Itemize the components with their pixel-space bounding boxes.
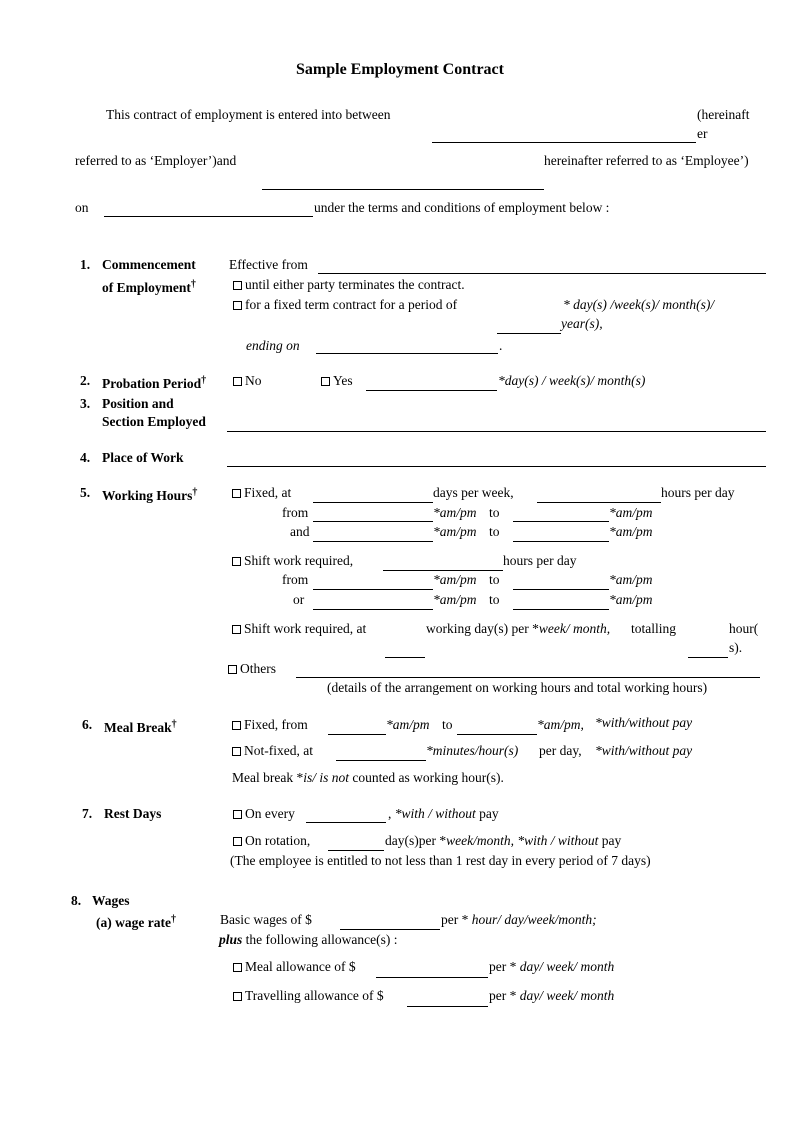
checkbox[interactable] xyxy=(233,281,242,290)
rest-pay-text: , *with / without pay xyxy=(388,806,499,821)
shift-to-field[interactable] xyxy=(513,589,609,590)
section-1-label-a: Commencement xyxy=(102,257,196,272)
days-per-week-field[interactable] xyxy=(313,502,433,503)
section-7-number: 7. xyxy=(82,806,93,821)
section-2-number: 2. xyxy=(80,373,91,388)
basic-wages-field[interactable] xyxy=(340,929,440,930)
period-units-a: * day(s) /week(s)/ month(s)/ xyxy=(563,297,715,312)
checkbox[interactable] xyxy=(321,377,330,386)
employee-name-field[interactable] xyxy=(262,189,544,190)
fixed-to-2-field[interactable] xyxy=(513,541,609,542)
travel-allowance-per: per * day/ week/ month xyxy=(489,988,615,1003)
hereinafter-text-b: er xyxy=(697,126,708,141)
checkbox[interactable] xyxy=(232,747,241,756)
intro-line-2-left: referred to as ‘Employer’)and xyxy=(75,153,237,168)
checkbox[interactable] xyxy=(233,837,242,846)
to-label: to xyxy=(489,524,500,539)
section-3-number: 3. xyxy=(80,396,91,411)
checkbox[interactable] xyxy=(233,992,242,1001)
ampm-label: *am/pm xyxy=(386,717,430,732)
ampm-label: *am/pm xyxy=(433,592,477,607)
minutes-label: *minutes/hour(s) xyxy=(426,743,519,758)
ending-on-label: ending on xyxy=(246,338,300,353)
period-units-b: year(s), xyxy=(561,316,603,331)
section-8-label: Wages xyxy=(92,893,130,908)
checkbox[interactable] xyxy=(233,301,242,310)
dagger-mark: † xyxy=(170,914,176,925)
with-without-pay: *with/without pay xyxy=(595,715,693,730)
ending-dot: . xyxy=(499,338,503,353)
section-4-label: Place of Work xyxy=(102,450,184,465)
to-label: to xyxy=(489,572,500,587)
probation-units: *day(s) / week(s)/ month(s) xyxy=(498,373,646,388)
contract-date-field[interactable] xyxy=(104,216,313,217)
ampm-label: *am/pm, xyxy=(537,717,584,732)
intro-line-2-right: hereinafter referred to as ‘Employee’) xyxy=(544,153,749,168)
with-without-pay: *with/without pay xyxy=(595,743,693,758)
position-field[interactable] xyxy=(227,431,766,432)
intro-line-3: under the terms and conditions of employment below : xyxy=(314,200,610,215)
section-7-label: Rest Days xyxy=(104,806,162,821)
others-details-note: (details of the arrangement on working hours and total working hours) xyxy=(327,680,708,695)
ampm-label: *am/pm xyxy=(609,592,653,607)
from-label: from xyxy=(282,572,309,587)
checkbox[interactable] xyxy=(228,665,237,674)
meal-fixed-option[interactable]: Fixed, from xyxy=(232,717,308,733)
hour-label-b: s). xyxy=(729,640,743,655)
checkbox[interactable] xyxy=(232,489,241,498)
ampm-label: *am/pm xyxy=(433,524,477,539)
shift-to-2-field[interactable] xyxy=(513,609,609,610)
to-label: to xyxy=(489,592,500,607)
probation-no-option[interactable]: No xyxy=(233,373,262,389)
travel-allowance-field[interactable] xyxy=(407,1006,488,1007)
hereinafter-text-a: (hereinaft xyxy=(697,107,750,122)
effective-from-label: Effective from xyxy=(229,257,308,272)
section-2-label: Probation Period† xyxy=(102,375,207,391)
section-5-number: 5. xyxy=(80,485,91,500)
meal-allowance-option[interactable]: Meal allowance of $ xyxy=(233,959,356,975)
section-1-number: 1. xyxy=(80,257,91,272)
rest-rotation-option[interactable]: On rotation, xyxy=(233,833,310,849)
meal-allowance-field[interactable] xyxy=(376,977,488,978)
employer-name-field[interactable] xyxy=(432,142,696,143)
place-of-work-field[interactable] xyxy=(227,466,766,467)
hour-label-a: hour( xyxy=(729,621,759,636)
meal-to-field[interactable] xyxy=(457,734,537,735)
fixed-hours-option[interactable]: Fixed, at xyxy=(232,485,291,501)
rest-every-option[interactable]: On every xyxy=(233,806,295,822)
section-5-label: Working Hours† xyxy=(102,487,198,503)
section-3-label-b: Section Employed xyxy=(102,414,206,429)
rest-every-field[interactable] xyxy=(306,822,386,823)
checkbox[interactable] xyxy=(232,557,241,566)
to-label: to xyxy=(489,505,500,520)
intro-on: on xyxy=(75,200,89,215)
shift-from-field[interactable] xyxy=(313,589,433,590)
dagger-mark: † xyxy=(192,487,198,498)
checkbox[interactable] xyxy=(232,721,241,730)
per-label: per * hour/ day/week/month; xyxy=(441,912,597,927)
dagger-mark: † xyxy=(171,719,177,730)
section-6-label: Meal Break† xyxy=(104,719,177,735)
shift-from-2-field[interactable] xyxy=(313,609,433,610)
meal-counted-text: Meal break *is/ is not counted as working hour(s). xyxy=(232,770,504,785)
travel-allowance-option[interactable]: Travelling allowance of $ xyxy=(233,988,384,1004)
rest-days-note: (The employee is entitled to not less than 1 rest day in every period of 7 days) xyxy=(230,853,651,868)
fixed-from-2-field[interactable] xyxy=(313,541,433,542)
intro-line-1: This contract of employment is entered into between xyxy=(106,107,391,122)
shift-hours-field[interactable] xyxy=(383,570,503,571)
meal-notfixed-option[interactable]: Not-fixed, at xyxy=(232,743,313,759)
meal-from-field[interactable] xyxy=(328,734,386,735)
wage-rate-label: (a) wage rate† xyxy=(96,914,176,930)
meal-minutes-field[interactable] xyxy=(336,760,426,761)
ampm-label: *am/pm xyxy=(609,524,653,539)
option-fixed-term[interactable]: for a fixed term contract for a period of xyxy=(233,297,457,313)
ampm-label: *am/pm xyxy=(609,505,653,520)
effective-from-field[interactable] xyxy=(318,273,766,274)
rest-rotation-field[interactable] xyxy=(328,850,384,851)
section-1-label-b: of Employment† xyxy=(102,279,196,295)
hours-per-day-label: hours per day xyxy=(661,485,735,500)
ending-on-field[interactable] xyxy=(316,353,498,354)
fixed-from-field[interactable] xyxy=(313,521,433,522)
basic-wages-label: Basic wages of $ xyxy=(220,912,312,927)
working-days-label: working day(s) per *week/ month, xyxy=(426,621,611,636)
shift-days-field[interactable] xyxy=(385,657,425,658)
period-field[interactable] xyxy=(497,333,561,334)
or-label: or xyxy=(293,592,305,607)
checkbox[interactable] xyxy=(233,963,242,972)
checkbox[interactable] xyxy=(232,625,241,634)
days-per-week-label: days per week, xyxy=(433,485,514,500)
shift-work-at-option[interactable]: Shift work required, at xyxy=(232,621,366,637)
checkbox[interactable] xyxy=(233,377,242,386)
rest-rotation-text: day(s)per *week/month, *with / without pay xyxy=(385,833,622,848)
ampm-label: *am/pm xyxy=(433,572,477,587)
section-8-number: 8. xyxy=(71,893,82,908)
total-hours-field[interactable] xyxy=(688,657,728,658)
probation-length-field[interactable] xyxy=(366,390,497,391)
hours-per-day-field[interactable] xyxy=(537,502,661,503)
dagger-mark: † xyxy=(190,279,196,290)
option-until-terminated[interactable]: until either party terminates the contract. xyxy=(233,277,465,293)
meal-allowance-per: per * day/ week/ month xyxy=(489,959,615,974)
dagger-mark: † xyxy=(201,375,207,386)
section-4-number: 4. xyxy=(80,450,91,465)
ampm-label: *am/pm xyxy=(433,505,477,520)
others-details-field[interactable] xyxy=(296,677,760,678)
page-title: Sample Employment Contract xyxy=(296,61,504,78)
probation-yes-option[interactable]: Yes xyxy=(321,373,353,389)
allowances-intro: plus the following allowance(s) : xyxy=(219,932,398,947)
shift-work-option[interactable]: Shift work required, xyxy=(232,553,353,569)
totalling-label: totalling xyxy=(631,621,676,636)
from-label: from xyxy=(282,505,309,520)
others-option[interactable]: Others xyxy=(228,661,276,677)
and-label: and xyxy=(290,524,310,539)
ampm-label: *am/pm xyxy=(609,572,653,587)
section-6-number: 6. xyxy=(82,717,93,732)
section-3-label-a: Position and xyxy=(102,396,174,411)
to-label: to xyxy=(442,717,453,732)
fixed-to-field[interactable] xyxy=(513,521,609,522)
shift-hours-label: hours per day xyxy=(503,553,577,568)
checkbox[interactable] xyxy=(233,810,242,819)
per-day-label: per day, xyxy=(539,743,582,758)
